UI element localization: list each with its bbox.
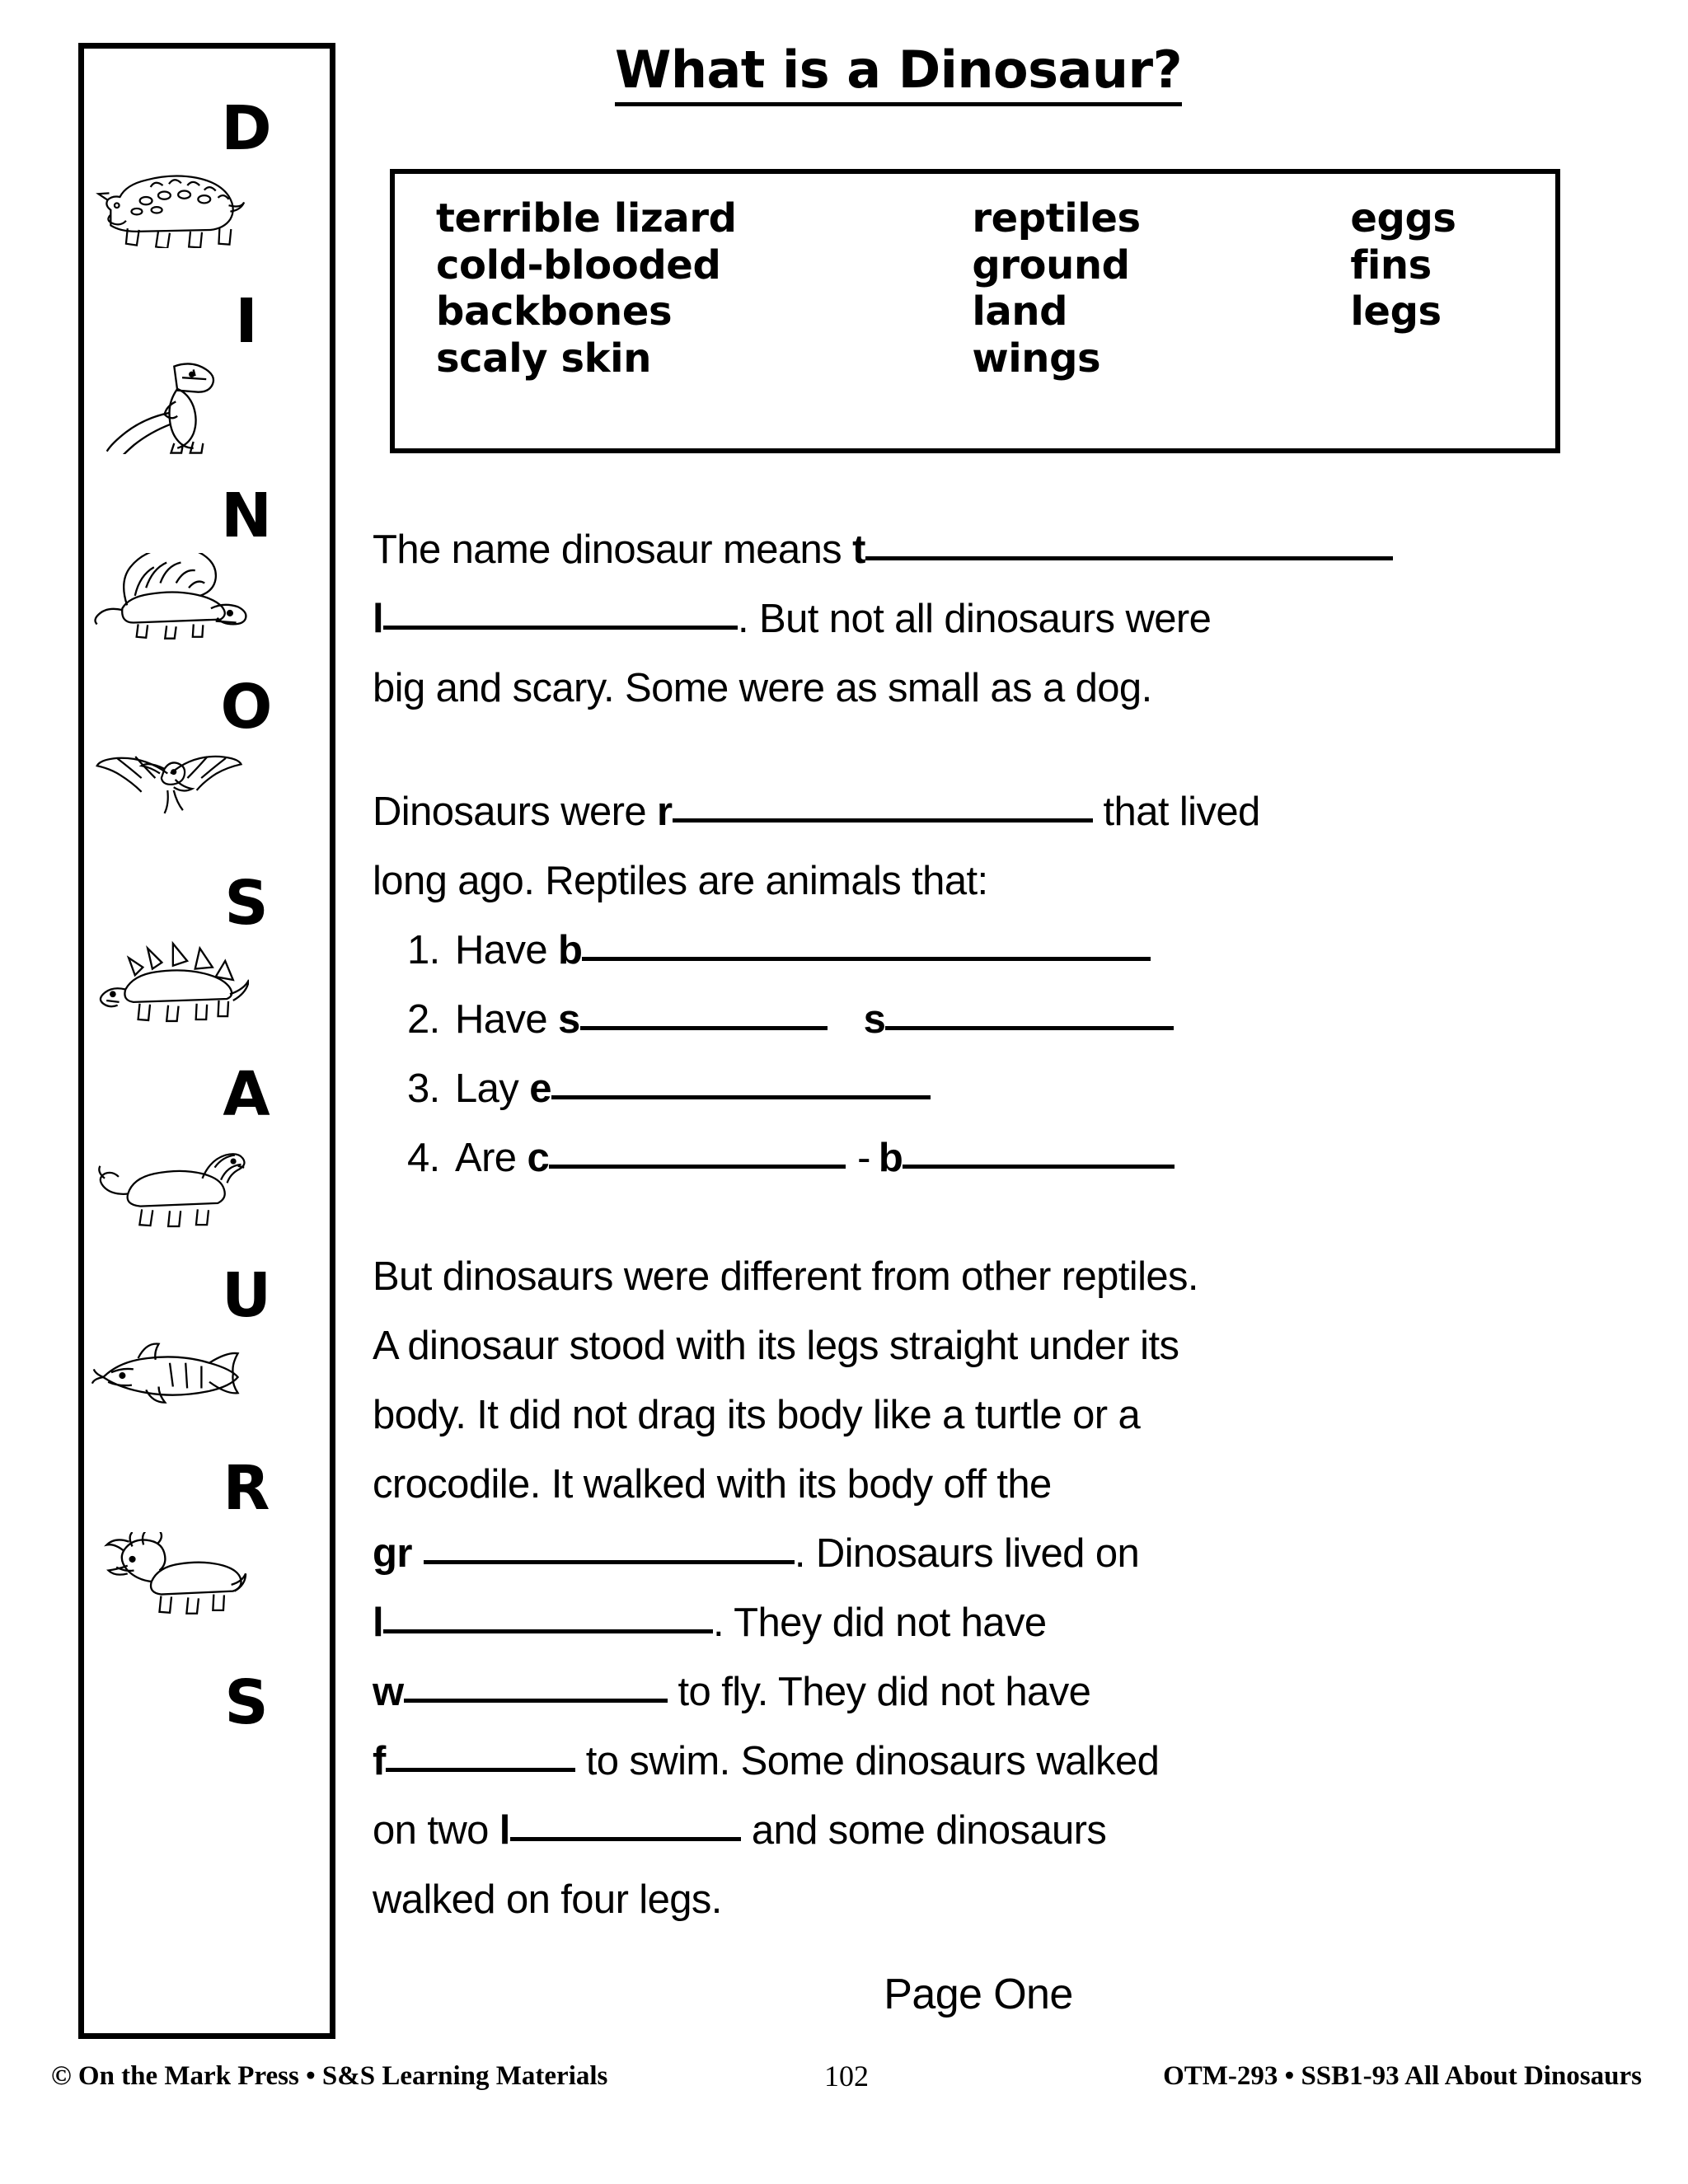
paragraph-3-line-8 xyxy=(373,1727,1584,1796)
fill-in-blank-eggs[interactable] xyxy=(551,1061,931,1099)
footer-page-number: 102 xyxy=(824,2060,869,2093)
banner-letter-n: N xyxy=(221,480,272,551)
footer-product-code: OTM-293 • SSB1-93 All About Dinosaurs xyxy=(1163,2060,1642,2091)
brachiosaurus-icon xyxy=(92,1137,247,1230)
word-bank-item: reptiles xyxy=(972,195,1141,241)
spacer xyxy=(373,723,1584,777)
banner-letter-r: R xyxy=(223,1453,270,1524)
list-item xyxy=(373,916,1584,985)
footer-copyright: © On the Mark Press • S&S Learning Materials xyxy=(51,2060,608,2091)
p3-text-8: to swim. Some dinosaurs walked xyxy=(574,1739,1160,1783)
word-bank-item: fins xyxy=(1350,241,1432,288)
hyphen-separator: - xyxy=(857,1136,870,1180)
ichthyosaur-icon xyxy=(91,1338,249,1413)
word-bank-column-1 xyxy=(436,195,972,448)
paragraph-3-line-5 xyxy=(373,1519,1584,1588)
paragraph-3 xyxy=(373,1242,1584,1934)
reptile-traits-list xyxy=(373,916,1584,1193)
paragraph-3-line-1: But dinosaurs were different from other reptiles. xyxy=(373,1254,1198,1299)
word-bank-item: cold-blooded xyxy=(436,241,721,288)
paragraph-3-line-3: body. It did not drag its body like a turtle or a xyxy=(373,1393,1141,1437)
fill-in-blank-land[interactable] xyxy=(383,1595,713,1633)
word-bank-column-3 xyxy=(1350,195,1555,448)
p1-blank-1-hint: t xyxy=(852,527,865,572)
word-bank-item: eggs xyxy=(1350,195,1456,241)
paragraph-3-line-4: crocodile. It walked with its body off the xyxy=(373,1462,1052,1507)
p1-lead-text: The name dinosaur means xyxy=(373,527,853,572)
list-blank-hint: c xyxy=(527,1136,550,1180)
fill-in-blank-wings[interactable] xyxy=(404,1664,668,1703)
paragraph-2-line-1 xyxy=(373,777,1584,846)
banner-letter-s1: S xyxy=(224,868,269,939)
list-item xyxy=(373,1123,1584,1193)
word-bank-item: wings xyxy=(972,335,1101,382)
triceratops-icon xyxy=(96,1532,247,1620)
word-bank-item: scaly skin xyxy=(436,335,651,382)
p3-blank-hint-land: l xyxy=(373,1601,384,1645)
fill-in-blank-terrible[interactable] xyxy=(865,522,1393,560)
list-number: 4. xyxy=(407,1136,440,1180)
list-text: Have xyxy=(455,928,559,972)
p3-text-7: to fly. They did not have xyxy=(667,1670,1091,1714)
p3-blank-hint-wings: w xyxy=(373,1670,404,1714)
p3-text-5: . Dinosaurs lived on xyxy=(794,1531,1140,1576)
word-bank-columns xyxy=(395,174,1555,448)
list-number: 3. xyxy=(407,1066,440,1111)
list-blank-hint: b xyxy=(558,928,583,972)
p2-lead-text: Dinosaurs were xyxy=(373,790,658,834)
fill-in-blank-ground[interactable] xyxy=(424,1526,795,1564)
spacer xyxy=(373,1193,1584,1242)
p3-blank-hint-fins: f xyxy=(373,1739,386,1783)
fill-in-blank-reptiles[interactable] xyxy=(673,784,1093,823)
footer xyxy=(51,2057,1642,2095)
p3-text-6: . They did not have xyxy=(713,1601,1047,1645)
worksheet-body xyxy=(373,515,1584,1934)
banner-letter-i: I xyxy=(235,286,258,357)
fill-in-blank-blooded[interactable] xyxy=(903,1130,1175,1169)
banner-letter-s2: S xyxy=(224,1667,269,1738)
paragraph-3-line-7 xyxy=(373,1657,1584,1727)
paragraph-1-line-1 xyxy=(373,515,1584,584)
banner-contents xyxy=(84,49,330,2033)
fill-in-blank-scaly[interactable] xyxy=(580,991,828,1030)
list-blank-hint: e xyxy=(529,1066,551,1111)
ankylosaurus-icon xyxy=(92,164,246,248)
word-bank-item: terrible lizard xyxy=(436,195,737,241)
paragraph-1-line-3: big and scary. Some were as small as a dog. xyxy=(373,666,1152,710)
list-blank-hint-2: s xyxy=(863,997,886,1042)
dinosaurs-vertical-banner xyxy=(78,43,335,2039)
list-text: Are xyxy=(455,1136,528,1180)
fill-in-blank-lizard[interactable] xyxy=(383,591,738,630)
list-number: 1. xyxy=(407,928,440,972)
banner-letter-a: A xyxy=(223,1059,270,1130)
stegosaurus-icon xyxy=(91,940,249,1028)
p3-blank-hint-legs: l xyxy=(499,1808,510,1853)
p1-tail-text: . But not all dinosaurs were xyxy=(738,597,1212,641)
paragraph-1 xyxy=(373,515,1584,723)
fill-in-blank-legs[interactable] xyxy=(510,1802,741,1841)
p3-text-9: and some dinosaurs xyxy=(740,1808,1107,1853)
word-bank-item: ground xyxy=(972,241,1130,288)
list-text: Lay xyxy=(455,1066,530,1111)
paragraph-3-line-10: walked on four legs. xyxy=(373,1877,722,1922)
paragraph-3-line-2: A dinosaur stood with its legs straight under its xyxy=(373,1324,1179,1368)
word-bank-item: legs xyxy=(1350,288,1442,335)
p1-blank-2-hint: l xyxy=(373,597,384,641)
list-blank-hint-2: b xyxy=(878,1136,903,1180)
banner-letter-d: D xyxy=(221,93,272,164)
p2-tail-text: that lived xyxy=(1092,790,1260,834)
list-blank-hint: s xyxy=(558,997,580,1042)
paragraph-2 xyxy=(373,777,1584,1193)
word-bank-box xyxy=(390,169,1560,453)
word-bank-item: land xyxy=(972,288,1068,335)
banner-letter-o: O xyxy=(220,672,273,743)
tyrannosaurus-icon xyxy=(97,354,241,454)
p3-lead-9: on two xyxy=(373,1808,499,1853)
paragraph-3-line-9 xyxy=(373,1796,1584,1865)
list-text: Have xyxy=(455,997,559,1042)
p3-blank-hint-ground: gr xyxy=(373,1531,412,1576)
page-title xyxy=(387,40,1409,100)
pteranodon-icon xyxy=(94,746,247,823)
dimetrodon-icon xyxy=(91,553,249,640)
page-title-text: What is a Dinosaur? xyxy=(615,40,1182,106)
word-bank-column-2 xyxy=(972,195,1350,448)
list-number: 2. xyxy=(407,997,440,1042)
fill-in-blank-cold[interactable] xyxy=(549,1130,846,1169)
paragraph-1-line-2 xyxy=(373,584,1584,654)
fill-in-blank-fins[interactable] xyxy=(386,1733,575,1772)
banner-letter-u: U xyxy=(221,1260,272,1331)
paragraph-2-line-2: long ago. Reptiles are animals that: xyxy=(373,859,988,903)
list-item xyxy=(373,1054,1584,1123)
paragraph-3-line-6 xyxy=(373,1588,1584,1657)
fill-in-blank-skin[interactable] xyxy=(885,991,1174,1030)
word-bank-item: backbones xyxy=(436,288,673,335)
list-item xyxy=(373,985,1584,1054)
p2-blank-hint: r xyxy=(657,790,673,834)
fill-in-blank-backbones[interactable] xyxy=(582,922,1151,961)
page-label: Page One xyxy=(884,1971,1073,2018)
